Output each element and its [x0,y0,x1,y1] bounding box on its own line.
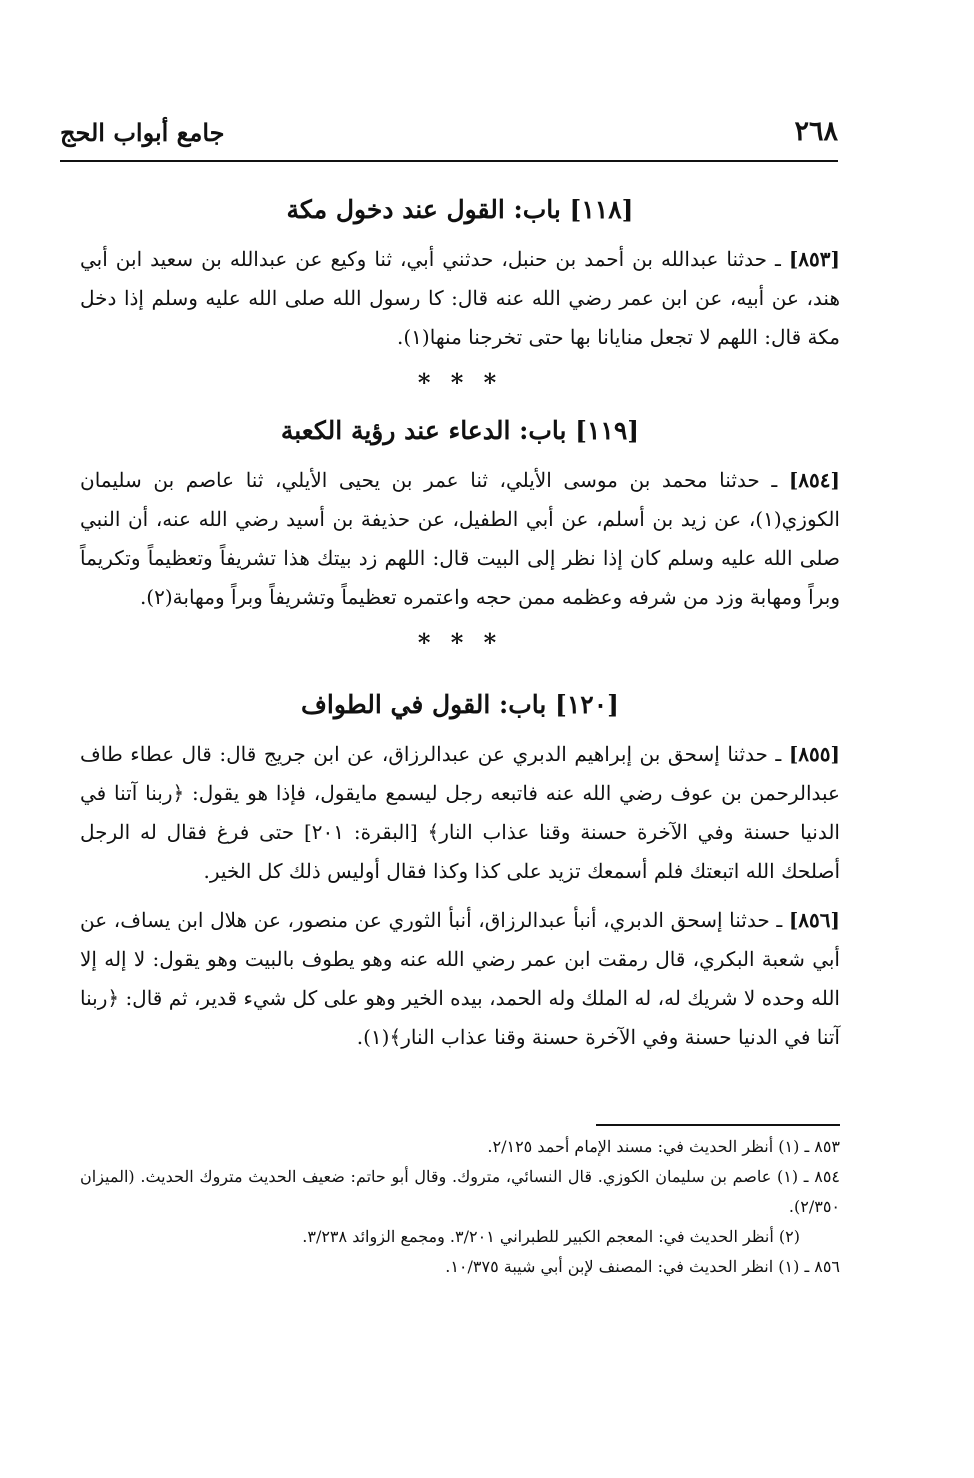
hadith-paragraph [80,240,840,357]
hadith-text: ـ حدثنا إسحق الدبري، أنبأ عبدالرزاق، أنبأ الثوري عن منصور، عن هلال ابن يساف، عن أبي شعبة البكري، قال رمقت ابن عمر رضي الله عنه وهو يطوف بالبيت وهو يقول: لا إله إلا الله وحده لا شريك له، له الملك وله الحمد، بيده الخير وهو على كل شيء قدير، ثم قال: ﴿ربنا آتنا في الدنيا حسنة وفي الآخرة حسنة وقنا عذاب النار﴾(١). [80,908,840,1049]
footnote: ٨٥٦ ـ (١) انظر الحديث في: المصنف لإبن أبي شيبة ١٠/٣٧٥. [445,1257,840,1276]
footnote: (٢) أنظر الحديث في: المعجم الكبير للطبراني ٣/٢٠١. ومجمع الزوائد ٣/٢٣٨. [302,1227,800,1246]
section-separator: * * * [417,628,503,657]
section-heading: [١١٨] باب: القول عند دخول مكة [286,195,634,224]
hadith-text: ـ حدثنا محمد بن موسى الأيلي، ثنا عمر بن يحيى الأيلي، ثنا عاصم بن سليمان الكوزي(١)، عن زيد بن أسلم، عن أبي الطفيل، عن حذيفة بن أسيد رضي الله عنه، أن النبي صلى الله عليه وسلم كان إذا نظر إلى البيت قال: اللهم زد بيتك هذا تشريفاً وتعظيماً وتكريماً وبراً ومهابة وزد من شرفه وعظمه ممن حجه واعتمره تعظيماً وتشريفاً وبراً ومهابة(٢). [80,468,840,609]
hadith-number: [٨٥٦] [788,908,840,932]
hadith-paragraph [80,461,840,617]
footnote: ٨٥٣ ـ (١) أنظر الحديث في: مسند الإمام أحمد ٢/١٢٥. [487,1137,840,1156]
hadith-text: ـ حدثنا إسحق بن إبراهيم الدبري عن عبدالرزاق، عن ابن جريج قال: قال عطاء طاف عبدالرحمن بن عوف رضي الله عنه فاتبعه رجل ليسمع مايقول، فإذا هو يقول: ﴿ربنا آتنا في الدنيا حسنة وفي الآخرة حسنة وقنا عذاب النار﴾ [البقرة: ٢٠١] حتى فرغ فقال له الرجل أصلحك الله اتبعتك فلم أسمعك تزيد على كذا وكذا فقال أوليس ذلك كل الخير. [80,742,840,883]
hadith-paragraph [80,901,840,1057]
section-heading: [١٢٠] باب: القول في الطواف [300,690,620,719]
hadith-number: [٨٥٣] [788,247,840,271]
section-separator: * * * [417,368,503,397]
footnotes [80,1132,840,1282]
footnote-divider [596,1124,840,1126]
page-number: ٢٦٨ [794,116,838,147]
main-text [80,190,840,1057]
hadith-text: ـ حدثنا عبدالله بن أحمد بن حنبل، حدثني أبي، ثنا وكيع عن عبدالله بن سعيد ابن أبي هند، عن أبيه، عن ابن عمر رضي الله عنه قال: كا رسول الله صلى الله عليه وسلم إذا دخل مكة قال: اللهم لا تجعل منايانا بها حتى تخرجنا منها(١). [80,247,840,349]
running-title: جامع أبواب الحج [60,118,225,147]
hadith-number: [٨٥٥] [788,742,840,766]
hadith-number: [٨٥٤] [788,468,840,492]
footnote: ٨٥٤ ـ (١) عاصم بن سليمان الكوزي. قال النسائي، متروك. وقال أبو حاتم: ضعيف الحديث متروك الحديث. (الميزان ٢/٣٥٠). [80,1167,840,1216]
page-header [60,116,838,162]
hadith-paragraph [80,735,840,891]
section-heading: [١١٩] باب: الدعاء عند رؤية الكعبة [280,416,640,445]
